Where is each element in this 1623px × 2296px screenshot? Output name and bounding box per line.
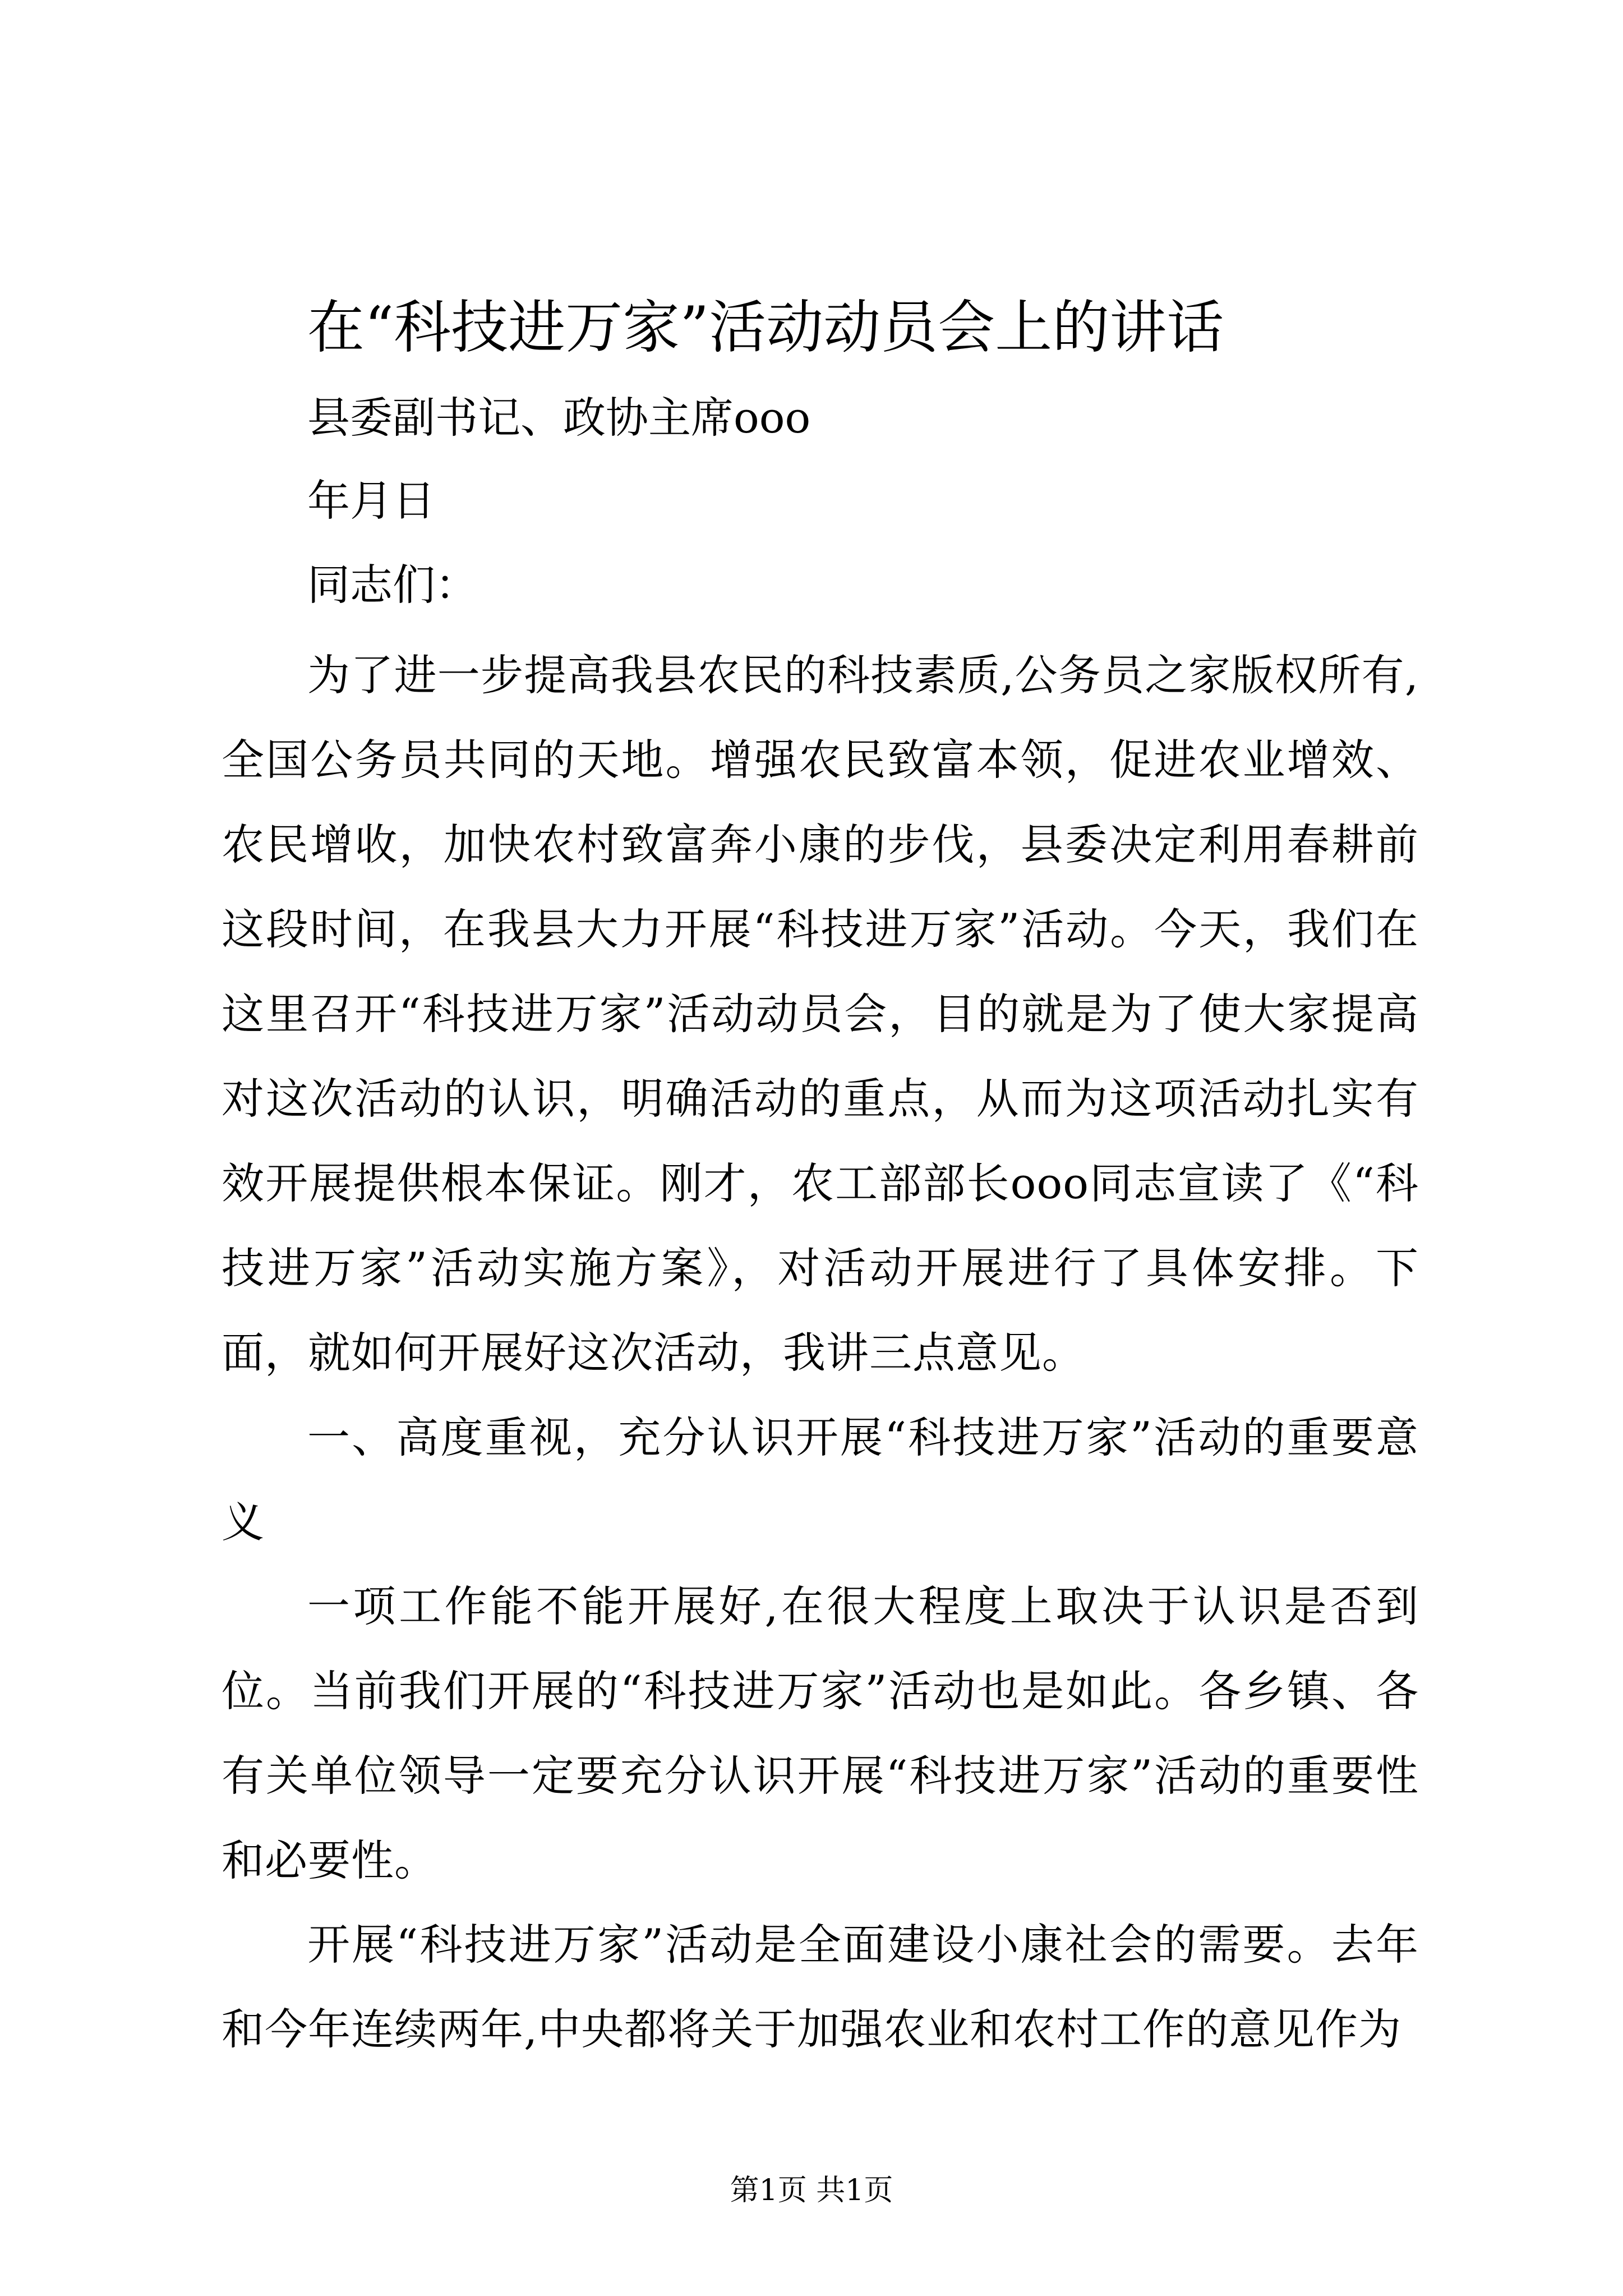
author-line: 县委副书记、政协主席ooo xyxy=(307,393,811,443)
paragraph-understanding: 一项工作能不能开展好,在很大程度上取决于认识是否到位。当前我们开展的“科技进万家”活动也是如此。各乡镇、各有关单位领导一定要充分认识开展“科技进万家”活动的重要性和必要性。 xyxy=(222,1581,1419,1885)
paragraph-xiaokang: 开展“科技进万家”活动是全面建设小康社会的需要。去年和今年连续两年,中央都将关于加强农业和农村工作的意见作为 xyxy=(222,1920,1419,2054)
greeting-line: 同志们： xyxy=(307,560,478,610)
document-title: 在“科技进万家”活动动员会上的讲话 xyxy=(307,295,1224,361)
section-heading-1: 一、高度重视，充分认识开展“科技进万家”活动的重要意义 xyxy=(222,1412,1419,1547)
paragraph-intro: 为了进一步提高我县农民的科技素质,公务员之家版权所有,全国公务员共同的天地。增强农民致富本领，促进农业增效、农民增收，加快农村致富奔小康的步伐，县委决定利用春耕前这段时间，在我县大力开展“科技进万家”活动。今天，我们在这里召开“科技进万家”活动动员会，目的就是为了使大家提高对这次活动的认识，明确活动的重点，从而为这项活动扎实有效开展提供根本保证。刚才，农工部部长ooo同志宣读了《“科技进万家”活动实施方案》，对活动开展进行了具体安排。下面，就如何开展好这次活动，我讲三点意见。 xyxy=(222,650,1419,1378)
page-footer: 第1页 共1页 xyxy=(730,2174,893,2207)
date-line: 年月日 xyxy=(307,476,435,526)
